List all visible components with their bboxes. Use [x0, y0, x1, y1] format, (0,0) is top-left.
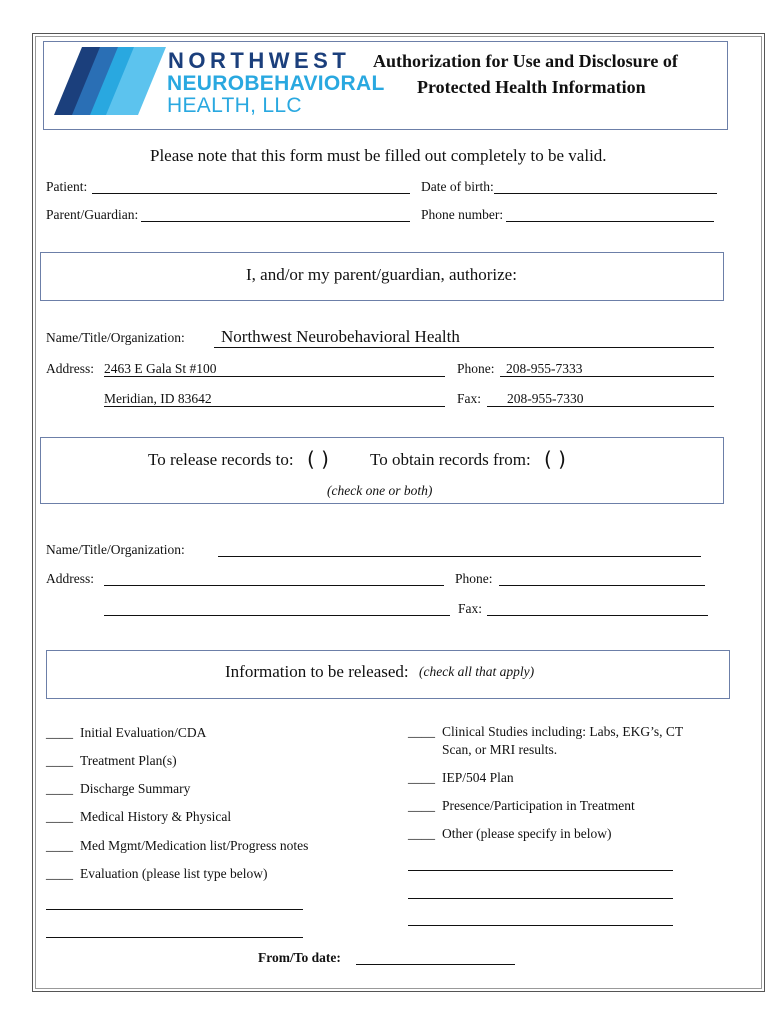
info-heading: Information to be released:	[225, 662, 409, 681]
phone-number-label: Phone number:	[421, 207, 504, 222]
logo-line1: NORTHWEST	[168, 48, 351, 73]
recipient-address-field-1[interactable]	[104, 585, 444, 586]
provider-phone-rule	[500, 376, 714, 377]
recipient-name-label: Name/Title/Organization:	[46, 542, 185, 557]
obtain-label: To obtain records from:	[370, 450, 531, 469]
left-item-4: Med Mgmt/Medication list/Progress notes	[80, 838, 309, 853]
provider-fax-label: Fax:	[457, 391, 482, 406]
left-item-0: Initial Evaluation/CDA	[80, 725, 207, 740]
provider-name-line	[214, 347, 714, 348]
left-item-1: Treatment Plan(s)	[80, 753, 177, 768]
release-checkbox[interactable]: ( )	[307, 447, 329, 471]
checklist-blank[interactable]: ____	[408, 826, 435, 841]
dob-label: Date of birth:	[421, 179, 494, 194]
evaluation-type-field-2[interactable]	[46, 937, 303, 938]
form-title-line1: Authorization for Use and Disclosure of	[373, 51, 678, 71]
right-item-0: Clinical Studies including: Labs, EKG’s, CT	[442, 724, 684, 739]
completion-note: Please note that this form must be filled out completely to be valid.	[150, 146, 607, 165]
recipient-phone-label: Phone:	[455, 571, 493, 586]
checklist-blank[interactable]: ____	[408, 798, 435, 813]
release-hint: (check one or both)	[327, 483, 433, 498]
guardian-field[interactable]	[141, 221, 410, 222]
left-item-2: Discharge Summary	[80, 781, 191, 796]
provider-address-line2: Meridian, ID 83642	[104, 391, 212, 406]
recipient-address-field-2[interactable]	[104, 615, 450, 616]
recipient-address-label: Address:	[46, 571, 94, 586]
patient-field[interactable]	[92, 193, 410, 194]
checklist-blank[interactable]: ____	[46, 753, 73, 768]
nn-logo-icon	[54, 47, 166, 119]
release-label: To release records to:	[148, 450, 294, 469]
provider-name-value: Northwest Neurobehavioral Health	[221, 327, 460, 346]
other-specify-field-2[interactable]	[408, 898, 673, 899]
obtain-checkbox[interactable]: ( )	[544, 447, 566, 471]
guardian-label: Parent/Guardian:	[46, 207, 139, 222]
provider-name-label: Name/Title/Organization:	[46, 330, 185, 345]
checklist-blank[interactable]: ____	[46, 725, 73, 740]
form-title-line2: Protected Health Information	[417, 77, 646, 97]
checklist-blank[interactable]: ____	[46, 809, 73, 824]
provider-address-line1-rule	[104, 376, 445, 377]
evaluation-type-field-1[interactable]	[46, 909, 303, 910]
recipient-phone-field[interactable]	[499, 585, 705, 586]
phone-number-field[interactable]	[506, 221, 714, 222]
patient-label: Patient:	[46, 179, 88, 194]
checklist-blank[interactable]: ____	[46, 838, 73, 853]
left-item-5: Evaluation (please list type below)	[80, 866, 268, 881]
info-hint: (check all that apply)	[419, 664, 535, 679]
right-item-1: IEP/504 Plan	[442, 770, 514, 785]
left-item-3: Medical History & Physical	[80, 809, 232, 824]
dob-field[interactable]	[494, 193, 717, 194]
logo-line2: NEUROBEHAVIORAL	[167, 72, 385, 95]
provider-fax-rule	[487, 406, 714, 407]
checklist-blank[interactable]: ____	[408, 770, 435, 785]
other-specify-field-1[interactable]	[408, 870, 673, 871]
provider-address-label: Address:	[46, 361, 94, 376]
provider-address-line1: 2463 E Gala St #100	[104, 361, 217, 376]
recipient-fax-field[interactable]	[487, 615, 708, 616]
recipient-name-field[interactable]	[218, 556, 701, 557]
from-to-field[interactable]	[356, 964, 515, 965]
recipient-fax-label: Fax:	[458, 601, 483, 616]
checklist-blank[interactable]: ____	[408, 724, 435, 739]
checklist-blank[interactable]: ____	[46, 781, 73, 796]
provider-fax-value: 208-955-7330	[507, 391, 584, 406]
from-to-label: From/To date:	[258, 950, 341, 965]
checklist-blank[interactable]: ____	[46, 866, 73, 881]
provider-address-line2-rule	[104, 406, 445, 407]
logo-line3: HEALTH, LLC	[167, 94, 302, 117]
right-item-0-continued: Scan, or MRI results.	[442, 742, 558, 757]
right-item-2: Presence/Participation in Treatment	[442, 798, 635, 813]
right-item-3: Other (please specify in below)	[442, 826, 612, 841]
provider-phone-value: 208-955-7333	[506, 361, 583, 376]
authorize-heading: I, and/or my parent/guardian, authorize:	[246, 265, 517, 284]
other-specify-field-3[interactable]	[408, 925, 673, 926]
provider-phone-label: Phone:	[457, 361, 495, 376]
